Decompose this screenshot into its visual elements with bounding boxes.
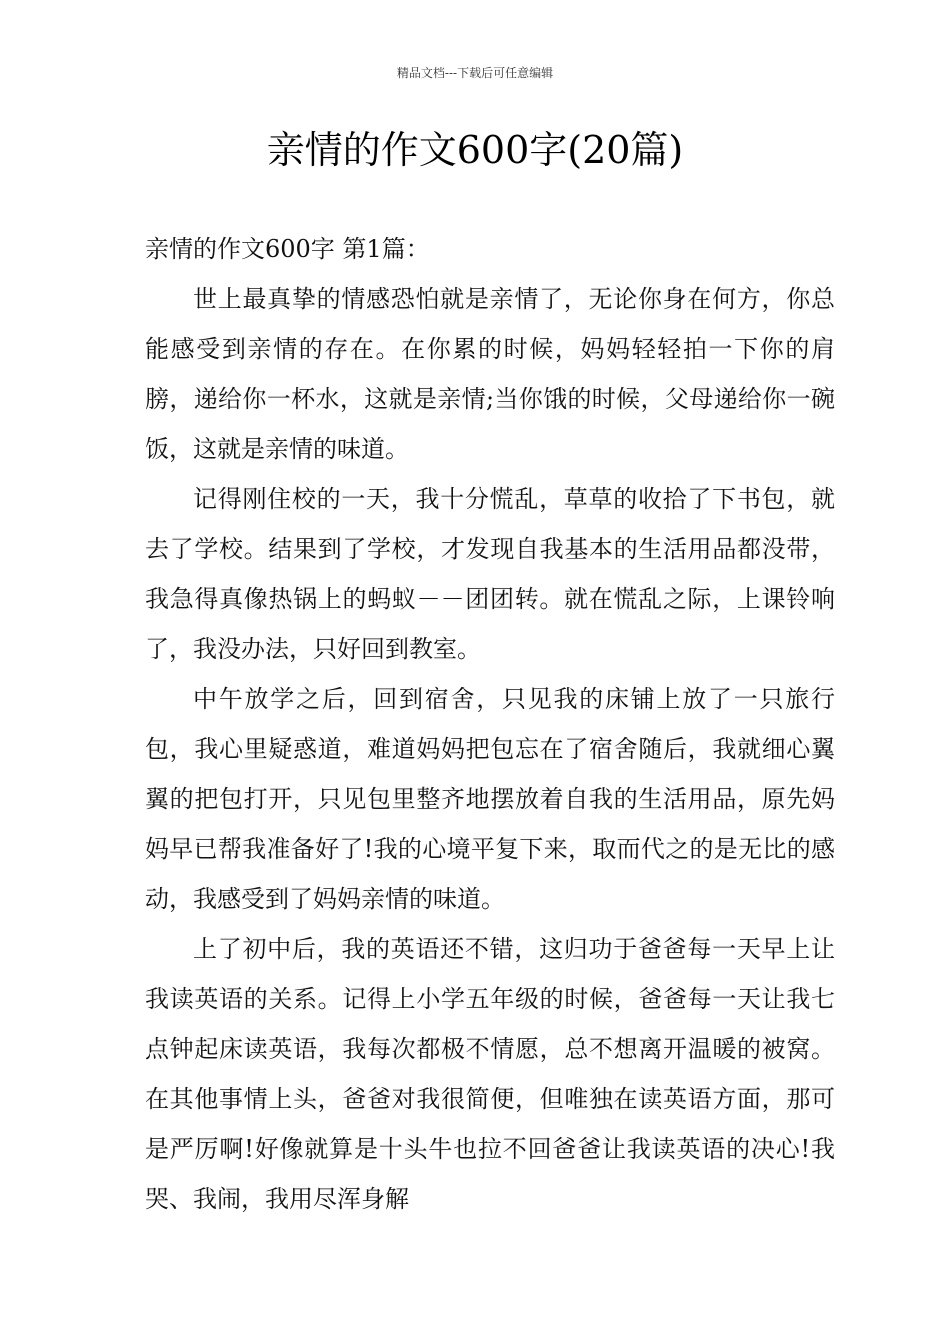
header-note: 精品文档---下载后可任意编辑 bbox=[396, 66, 554, 80]
section-heading: 亲情的作文600字 第1篇： bbox=[145, 235, 430, 263]
paragraph: 世上最真挚的情感恐怕就是亲情了，无论你身在何方，你总能感受到亲情的存在。在你累的时候，妈妈轻轻拍一下你的肩膀，递给你一杯水，这就是亲情;当你饿的时候，父母递给你一碗饭，这就是亲情的味道。 bbox=[145, 285, 835, 463]
paragraph: 上了初中后，我的英语还不错，这归功于爸爸每一天早上让我读英语的关系。记得上小学五年级的时候，爸爸每一天让我七点钟起床读英语，我每次都极不情愿，总不想离开温暖的被窝。在其他事情上头，爸爸对我很简便，但唯独在读英语方面，那可是严厉啊!好像就算是十头牛也拉不回爸爸让我读英语的决心!我哭、我闹，我用尽浑身解 bbox=[145, 935, 835, 1213]
paragraph: 中午放学之后，回到宿舍，只见我的床铺上放了一只旅行包，我心里疑惑道，难道妈妈把包忘在了宿舍随后，我就细心翼翼的把包打开，只见包里整齐地摆放着自我的生活用品，原先妈妈早已帮我准备好了!我的心境平复下来，取而代之的是无比的感动，我感受到了妈妈亲情的味道。 bbox=[145, 685, 835, 913]
document-title: 亲情的作文600字(20篇) bbox=[266, 128, 684, 172]
document-body bbox=[145, 224, 835, 1224]
paragraph: 记得刚住校的一天，我十分慌乱，草草的收拾了下书包，就去了学校。结果到了学校，才发现自我基本的生活用品都没带，我急得真像热锅上的蚂蚁－－团团转。就在慌乱之际，上课铃响了，我没办法，只好回到教室。 bbox=[145, 485, 835, 663]
